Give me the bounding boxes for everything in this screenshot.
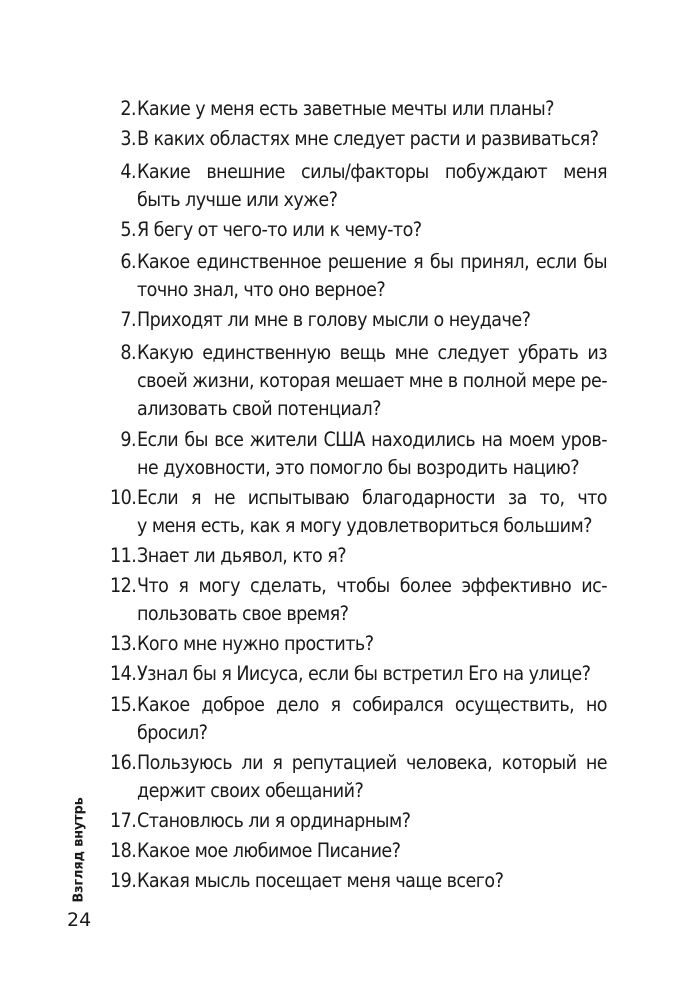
question-text-line: у меня есть, как я могу удовлетвориться большим? bbox=[137, 514, 592, 537]
question-number: 2. bbox=[120, 97, 136, 120]
question-text-line: пользовать свое время? bbox=[137, 602, 349, 625]
question-text-line: Приходят ли мне в голову мысли о неудаче? bbox=[137, 308, 531, 331]
question-number: 9. bbox=[120, 428, 136, 451]
question-text-line: Если я не испытываю благодарности за то, что bbox=[137, 486, 607, 509]
question-number: 5. bbox=[120, 218, 136, 241]
question-text-line: Какое мое любимое Писание? bbox=[137, 839, 401, 862]
question-text-line: Какую единственную вещь мне следует убрать из bbox=[137, 341, 607, 364]
question-number: 11. bbox=[110, 544, 137, 567]
question-text-line: Какие у меня есть заветные мечты или планы? bbox=[137, 97, 554, 120]
question-number: 17. bbox=[110, 809, 137, 832]
question-text-line: Становлюсь ли я ординарным? bbox=[137, 809, 411, 832]
question-number: 10. bbox=[110, 486, 137, 509]
question-text-line: держит своих обещаний? bbox=[137, 779, 364, 802]
question-number: 7. bbox=[120, 308, 136, 331]
question-text-line: Узнал бы я Иисуса, если бы встретил Его на улице? bbox=[137, 662, 591, 685]
question-number: 15. bbox=[110, 693, 137, 716]
question-text-line: Какая мысль посещает меня чаще всего? bbox=[137, 869, 504, 892]
question-number: 18. bbox=[110, 839, 137, 862]
question-text-line: бросил? bbox=[137, 721, 208, 744]
question-number: 19. bbox=[110, 869, 137, 892]
question-text-line: Я бегу от чего-то или к чему-то? bbox=[137, 218, 422, 241]
question-text-line: Какие внешние силы/факторы побуждают меня bbox=[137, 160, 607, 183]
question-number: 3. bbox=[120, 127, 136, 150]
question-text-line: Пользуюсь ли я репутацией человека, который не bbox=[137, 751, 607, 774]
question-number: 4. bbox=[120, 160, 136, 183]
question-text-line: Какое единственное решение я бы принял, если бы bbox=[137, 250, 607, 273]
question-text-line: Кого мне нужно простить? bbox=[137, 632, 374, 655]
question-number: 14. bbox=[110, 662, 137, 685]
question-text-line: своей жизни, которая мешает мне в полной мере ре- bbox=[137, 369, 607, 392]
running-title: Взгляд внутрь bbox=[71, 797, 87, 903]
question-text-line: Знает ли дьявол, кто я? bbox=[137, 544, 347, 567]
question-text-line: В каких областях мне следует расти и развиваться? bbox=[137, 127, 599, 150]
question-text-line: быть лучше или хуже? bbox=[137, 188, 338, 211]
question-number: 16. bbox=[110, 751, 137, 774]
question-number: 13. bbox=[110, 632, 137, 655]
question-text-line: Если бы все жители США находились на моем уров- bbox=[137, 428, 607, 451]
question-text-line: не духовности, это помогло бы возродить нацию? bbox=[137, 456, 579, 479]
question-number: 8. bbox=[120, 341, 136, 364]
question-text-line: Какое доброе дело я собирался осуществить, но bbox=[137, 693, 607, 716]
page-number: 24 bbox=[67, 909, 92, 931]
question-text-line: ализовать свой потенциал? bbox=[137, 397, 381, 420]
question-text-line: точно знал, что оно верное? bbox=[137, 278, 386, 301]
question-text-line: Что я могу сделать, чтобы более эффективно ис- bbox=[137, 574, 607, 597]
question-number: 12. bbox=[110, 574, 137, 597]
question-number: 6. bbox=[120, 250, 136, 273]
